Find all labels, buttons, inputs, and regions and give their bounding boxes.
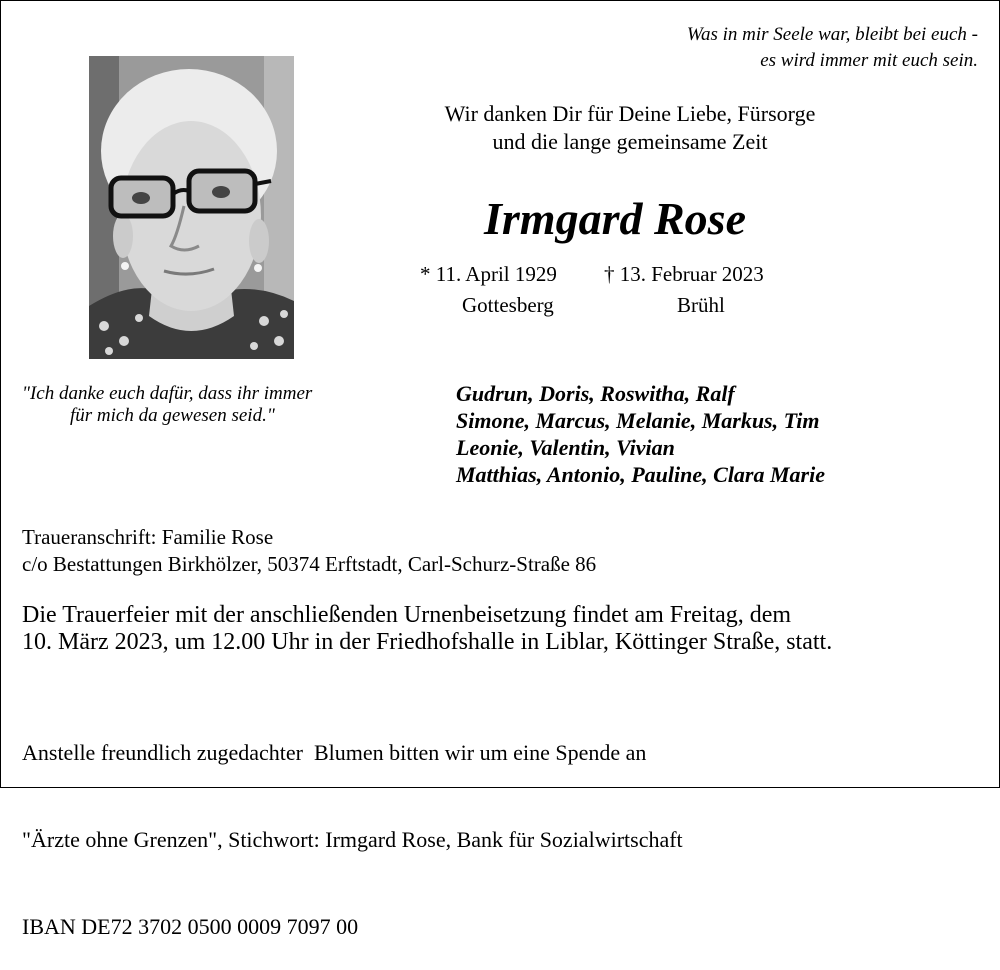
life-places bbox=[462, 291, 725, 319]
quote-line-2: für mich da gewesen seid." bbox=[70, 405, 275, 426]
birth-date: * 11. April 1929 bbox=[420, 262, 557, 286]
donation-line-2: "Ärzte ohne Grenzen", Stichwort: Irmgard Rose, Bank für Sozialwirtschaft bbox=[22, 827, 683, 852]
ceremony-notice bbox=[22, 602, 982, 656]
death-date: † 13. Februar 2023 bbox=[604, 262, 764, 286]
family-line: Matthias, Antonio, Pauline, Clara Marie bbox=[456, 462, 825, 487]
family-line: Gudrun, Doris, Roswitha, Ralf bbox=[456, 381, 735, 406]
thanks-line-2: und die lange gemeinsame Zeit bbox=[492, 129, 768, 154]
portrait-photo bbox=[89, 56, 294, 359]
quote-line-1: "Ich danke euch dafür, dass ihr immer bbox=[22, 383, 313, 404]
family-members bbox=[456, 380, 825, 488]
family-line: Simone, Marcus, Melanie, Markus, Tim bbox=[456, 408, 820, 433]
motto-line-1: Was in mir Seele war, bleibt bei euch - bbox=[686, 24, 978, 45]
thanks-line-1: Wir danken Dir für Deine Liebe, Fürsorge bbox=[444, 101, 816, 126]
life-dates bbox=[420, 260, 764, 288]
family-line: Leonie, Valentin, Vivian bbox=[456, 435, 675, 460]
donation-iban: IBAN DE72 3702 0500 0009 7097 00 bbox=[22, 914, 359, 939]
donation-notice bbox=[22, 680, 683, 970]
motto bbox=[687, 22, 978, 74]
address-line-1: Traueranschrift: Familie Rose bbox=[22, 525, 274, 549]
ceremony-line-2: 10. März 2023, um 12.00 Uhr in der Friedhofshalle in Liblar, Köttinger Straße, statt. bbox=[22, 629, 833, 655]
thanks-text bbox=[400, 100, 860, 156]
birth-place: Gottesberg bbox=[462, 293, 554, 317]
address-line-2: c/o Bestattungen Birkhölzer, 50374 Erftstadt, Carl-Schurz-Straße 86 bbox=[22, 552, 597, 576]
mourning-address bbox=[22, 524, 596, 578]
quote bbox=[22, 383, 382, 427]
ceremony-line-1: Die Trauerfeier mit der anschließenden Urnenbeisetzung findet am Freitag, dem bbox=[22, 602, 792, 628]
motto-line-2: es wird immer mit euch sein. bbox=[760, 50, 978, 71]
death-place: Brühl bbox=[677, 293, 725, 317]
deceased-name: Irmgard Rose bbox=[484, 193, 746, 244]
portrait-illustration bbox=[89, 56, 294, 359]
donation-line-1: Anstelle freundlich zugedachter Blumen bitten wir um eine Spende an bbox=[22, 740, 647, 765]
